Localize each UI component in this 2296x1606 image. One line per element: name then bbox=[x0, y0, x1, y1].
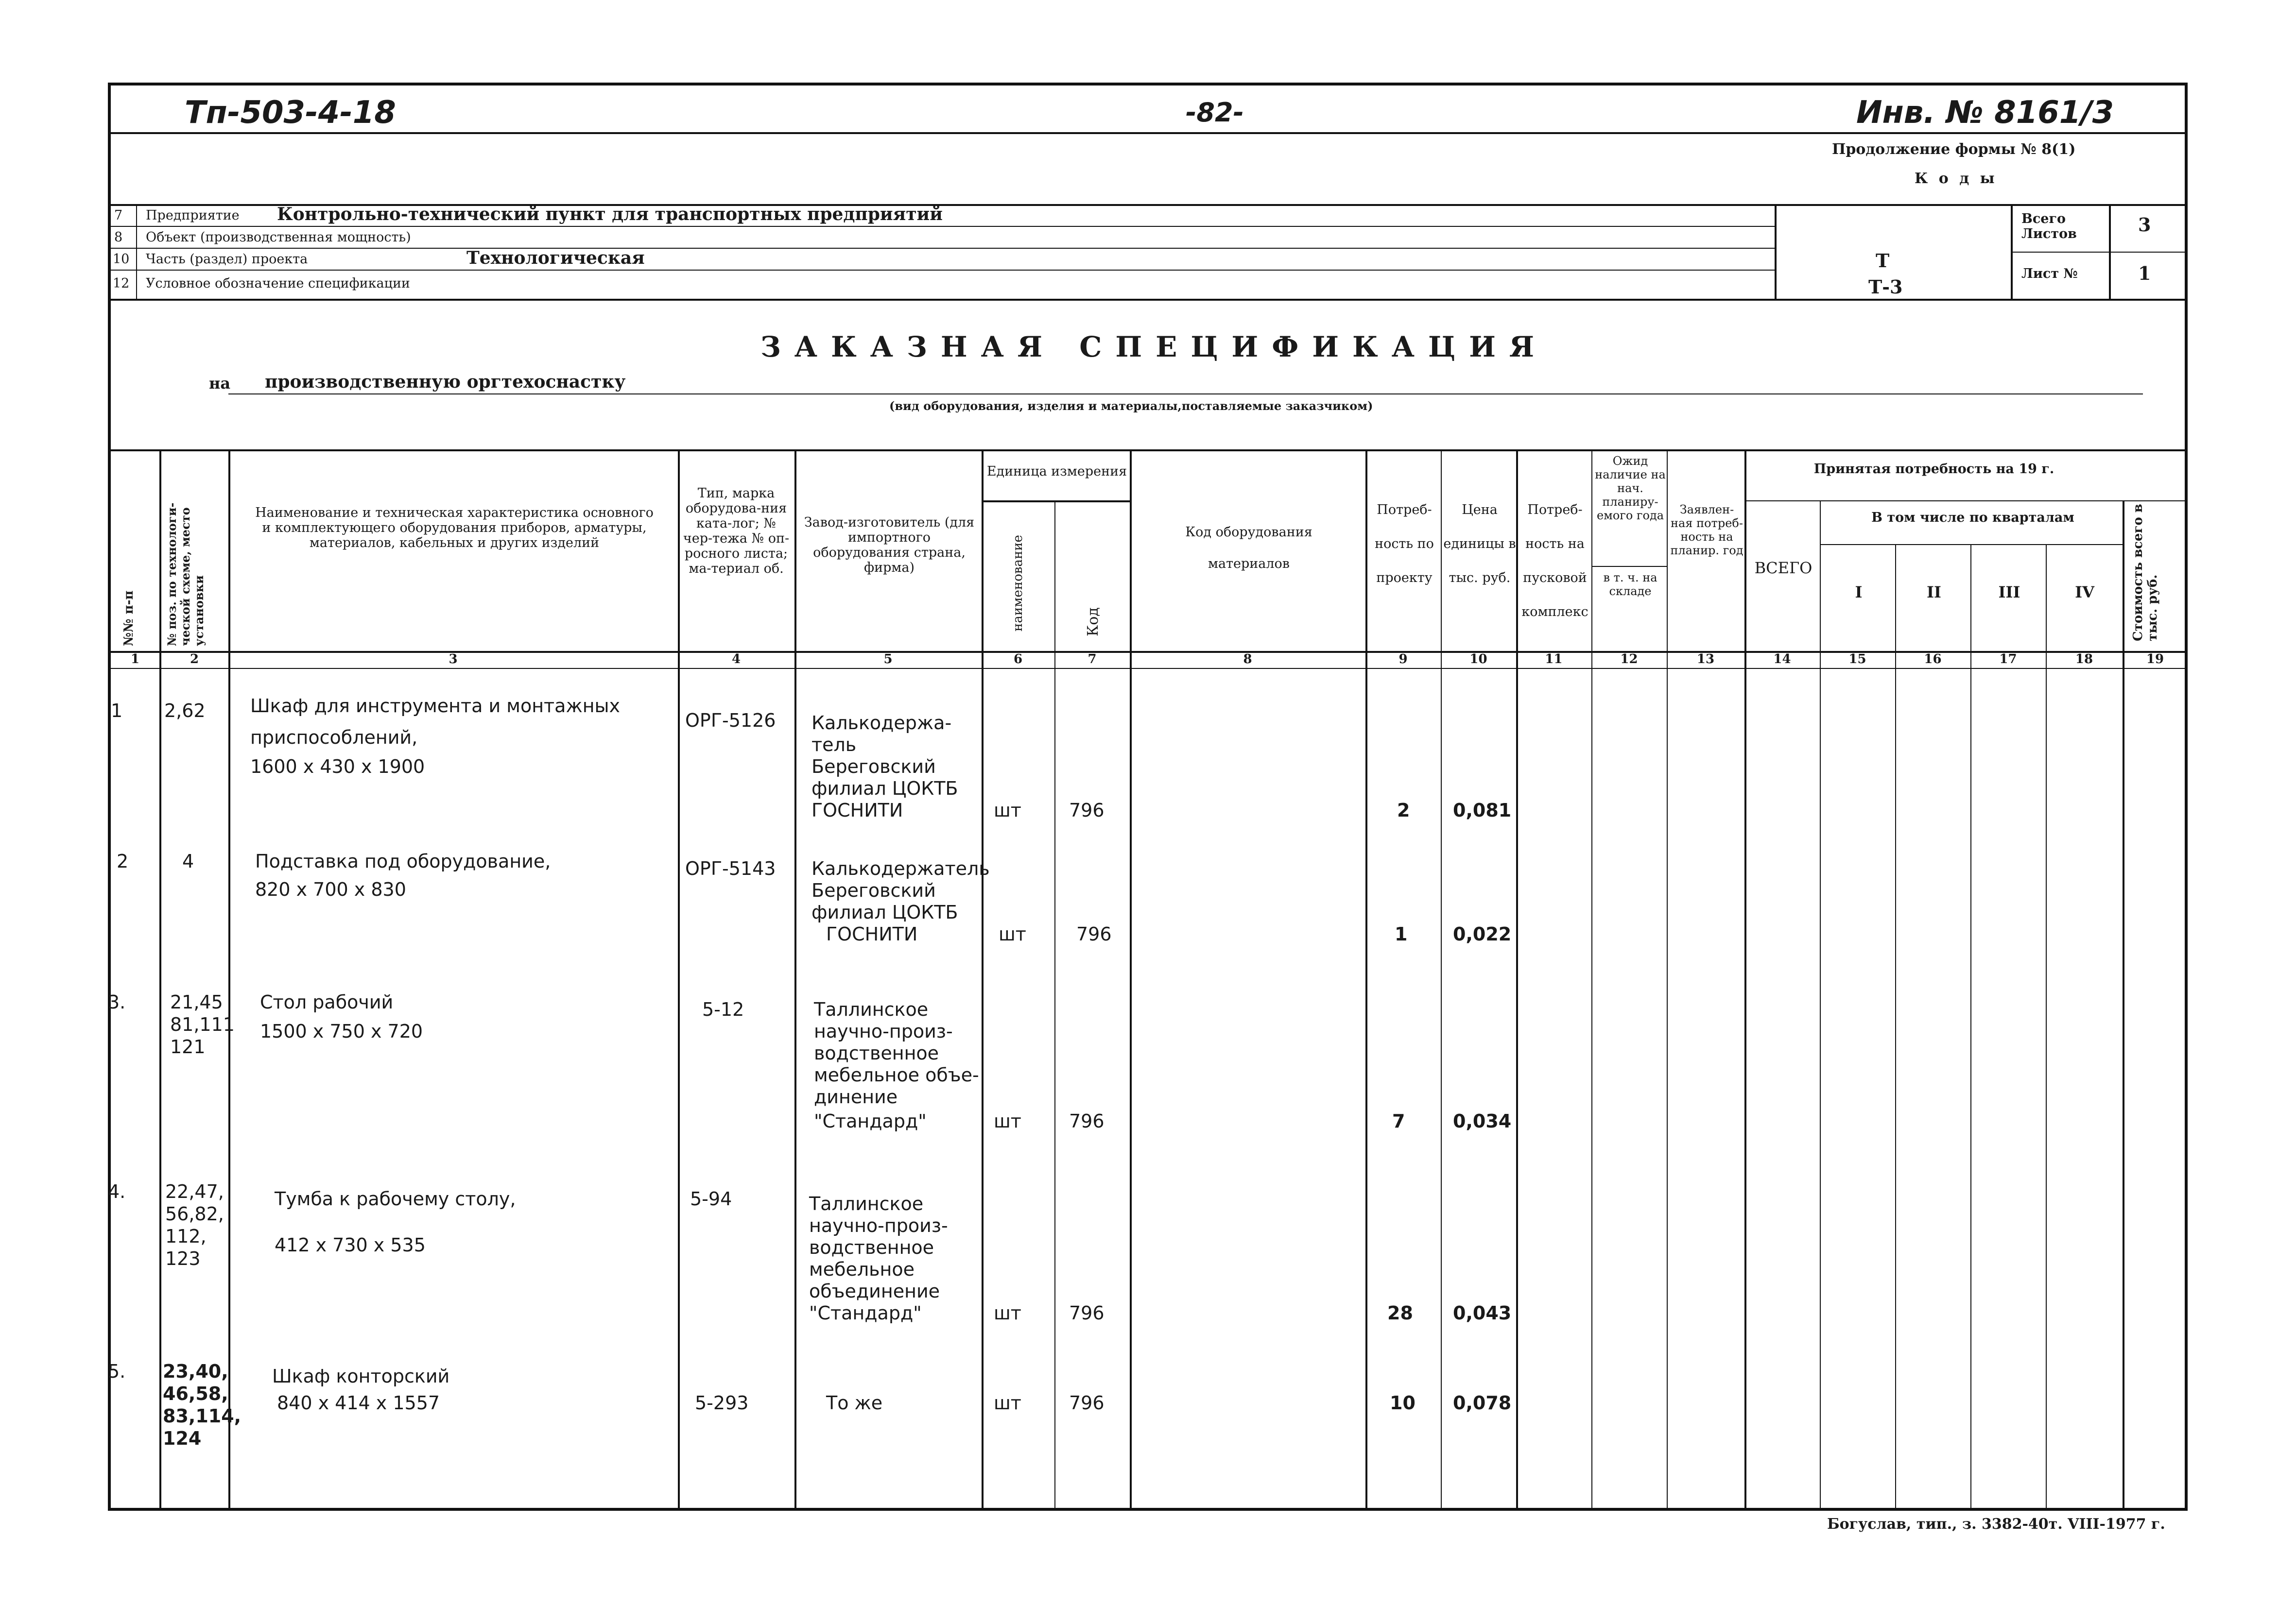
row-position: 22,47, 56,82, 112, 123 bbox=[165, 1181, 224, 1269]
codes-left-divider bbox=[1775, 204, 1777, 299]
row-unit: шт bbox=[999, 923, 1026, 945]
row-maker-line: Береговский bbox=[811, 880, 936, 901]
info-row-10-label: Часть (раздел) проекта bbox=[146, 252, 308, 267]
row-unit: шт bbox=[994, 1111, 1021, 1132]
col-divider-10 bbox=[1516, 449, 1518, 1511]
quarters-header-rule bbox=[1820, 544, 2123, 545]
col-number-11: 11 bbox=[1545, 652, 1563, 666]
row-name-line: 1600 x 430 x 1900 bbox=[250, 756, 425, 777]
inventory-number: Инв. № 8161/3 bbox=[1856, 95, 2114, 131]
col-divider-2 bbox=[228, 449, 230, 1511]
info-rule-1 bbox=[108, 226, 1775, 227]
col-number-12: 12 bbox=[1620, 652, 1638, 666]
sheet-label: Лист № bbox=[2021, 266, 2078, 281]
row-qty: 2 bbox=[1397, 800, 1410, 821]
col-8-header-a: Код оборудования bbox=[1185, 525, 1312, 540]
subject-underline bbox=[228, 393, 2143, 394]
row-maker-line: То же bbox=[826, 1392, 883, 1414]
info-rule-3 bbox=[108, 270, 1775, 271]
row-maker-line: тель bbox=[811, 734, 857, 755]
table-numbers-rule bbox=[108, 668, 2188, 669]
col-number-4: 4 bbox=[731, 652, 741, 666]
row-name-line: Стол рабочий bbox=[260, 991, 394, 1013]
row-maker-line: "Стандард" bbox=[814, 1111, 927, 1132]
row-maker-line: мебельное bbox=[809, 1259, 915, 1280]
document-title: ЗАКАЗНАЯ СПЕЦИФИКАЦИЯ bbox=[760, 330, 1548, 363]
info-row-8-label: Объект (производственная мощность) bbox=[146, 230, 411, 245]
page-number: -82- bbox=[1186, 97, 1244, 128]
row-maker-line: Калькодержа- bbox=[811, 712, 952, 734]
row-type: 5-12 bbox=[702, 999, 744, 1020]
row-type: 5-293 bbox=[695, 1392, 749, 1414]
row-code: 796 bbox=[1069, 800, 1105, 821]
row-maker-line: Береговский bbox=[811, 756, 936, 777]
row-maker-line: научно-произ- bbox=[814, 1021, 953, 1042]
header-rule bbox=[108, 132, 2188, 134]
row-qty: 10 bbox=[1390, 1392, 1416, 1414]
col-16-header: II bbox=[1927, 583, 1941, 601]
row-type: 5-94 bbox=[690, 1188, 732, 1210]
sheet-value: 1 bbox=[2138, 262, 2151, 284]
col-19-header: Стоимость всего в тыс. руб. bbox=[2131, 504, 2160, 641]
col-divider-16 bbox=[1970, 544, 1971, 1511]
col-number-14: 14 bbox=[1773, 652, 1791, 666]
row-name-line: 840 x 414 x 1557 bbox=[277, 1392, 440, 1414]
document-number: Тп-503-4-18 bbox=[185, 95, 396, 131]
col-5-header: Завод-изготовитель (для импортного оборудования страна, фирма) bbox=[804, 515, 975, 575]
row-qty: 1 bbox=[1395, 923, 1408, 945]
info-row-10-num: 10 bbox=[113, 252, 130, 267]
info-rule-2 bbox=[108, 248, 1775, 249]
col-8-header-b: материалов bbox=[1208, 556, 1290, 571]
col-number-3: 3 bbox=[449, 652, 458, 666]
col-divider-12 bbox=[1667, 449, 1668, 1511]
col-number-10: 10 bbox=[1469, 652, 1487, 666]
accepted-header-rule bbox=[1744, 500, 2188, 501]
col-number-19: 19 bbox=[2146, 652, 2164, 666]
row-unit: шт bbox=[994, 800, 1021, 821]
row-name-line: 1500 x 750 x 720 bbox=[260, 1021, 423, 1042]
col-divider-13 bbox=[1744, 449, 1746, 1511]
project-part-value: Технологическая bbox=[466, 248, 645, 268]
title-na: на bbox=[209, 374, 231, 393]
info-row-12-label: Условное обозначение спецификации bbox=[146, 276, 410, 291]
row-name-line: приспособлений, bbox=[250, 727, 418, 748]
row-qty: 28 bbox=[1387, 1302, 1413, 1324]
info-num-divider bbox=[136, 204, 137, 299]
unit-header-rule bbox=[982, 500, 1130, 502]
col-number-1: 1 bbox=[130, 652, 140, 666]
col-number-17: 17 bbox=[1999, 652, 2017, 666]
col-number-16: 16 bbox=[1924, 652, 1942, 666]
col-number-5: 5 bbox=[883, 652, 893, 666]
row-type: ОРГ-5143 bbox=[685, 858, 776, 879]
info-row-7-num: 7 bbox=[114, 208, 123, 223]
row-price: 0,078 bbox=[1453, 1392, 1512, 1414]
row-price: 0,022 bbox=[1453, 923, 1512, 945]
col-number-7: 7 bbox=[1088, 652, 1097, 666]
row-maker-line: "Стандард" bbox=[809, 1302, 922, 1324]
expected-split-rule bbox=[1591, 566, 1667, 567]
col-12-header-a: Ожид наличие на нач. планиру- емого года bbox=[1595, 454, 1666, 522]
row-maker-line: мебельное объе- bbox=[814, 1064, 979, 1086]
col-divider-8 bbox=[1365, 449, 1367, 1511]
col-number-9: 9 bbox=[1398, 652, 1408, 666]
row-name-line: 412 x 730 x 535 bbox=[275, 1234, 426, 1256]
row-number: 3. bbox=[108, 991, 126, 1013]
row-price: 0,081 bbox=[1453, 800, 1512, 821]
row-qty: 7 bbox=[1392, 1111, 1405, 1132]
row-code: 796 bbox=[1069, 1111, 1105, 1132]
col-number-13: 13 bbox=[1696, 652, 1715, 666]
row-name-line: Шкаф конторский bbox=[272, 1366, 450, 1387]
col-divider-3 bbox=[678, 449, 680, 1511]
row-code: 796 bbox=[1069, 1302, 1105, 1324]
col-2-header: № поз. по технологи-ческой схеме, место установки bbox=[165, 502, 206, 646]
col-divider-15 bbox=[1895, 544, 1896, 1511]
info-row-12-num: 12 bbox=[113, 276, 130, 291]
quarters-header: В том числе по кварталам bbox=[1871, 510, 2074, 525]
code-t: Т bbox=[1876, 250, 1890, 272]
col-divider-11 bbox=[1591, 449, 1592, 1511]
row-maker-line: Таллинское bbox=[809, 1193, 924, 1214]
row-price: 0,034 bbox=[1453, 1111, 1512, 1132]
col-4-header: Тип, марка оборудова-ния ката-лог; № чер-тежа № оп-росного листа; ма-териал об. bbox=[683, 486, 790, 576]
col-divider-7 bbox=[1130, 449, 1132, 1511]
row-name-line: 820 x 700 x 830 bbox=[255, 879, 406, 900]
printer-footer: Богуслав, тип., з. 3382-40т. VIII-1977 г. bbox=[1827, 1516, 2165, 1533]
row-maker-line: научно-произ- bbox=[809, 1215, 948, 1236]
row-maker-line: филиал ЦОКТБ bbox=[811, 902, 958, 923]
col-14-header: ВСЕГО bbox=[1754, 559, 1813, 577]
col-divider-17 bbox=[2046, 544, 2047, 1511]
row-maker-line: ГОСНИТИ bbox=[826, 923, 918, 945]
info-bottom-rule bbox=[108, 299, 2188, 301]
row-type: ОРГ-5126 bbox=[685, 710, 776, 731]
col-6-header: наименование bbox=[1011, 535, 1025, 632]
continuation-label: Продолжение формы № 8(1) bbox=[1832, 141, 2076, 158]
row-name-line: Шкаф для инструмента и монтажных bbox=[250, 695, 621, 717]
row-maker-line: водственное bbox=[809, 1237, 934, 1258]
col-12-header-b: в т. ч. на складе bbox=[1603, 571, 1657, 598]
info-row-8-num: 8 bbox=[114, 230, 123, 245]
row-maker-line: динение bbox=[814, 1086, 898, 1108]
row-maker-line: водственное bbox=[814, 1042, 939, 1064]
col-divider-1 bbox=[159, 449, 161, 1511]
accepted-header: Принятая потребность на 19 г. bbox=[1813, 461, 2054, 477]
row-number: 5. bbox=[108, 1361, 126, 1382]
col-divider-4 bbox=[794, 449, 796, 1511]
row-code: 796 bbox=[1069, 1392, 1105, 1414]
row-name-line: Тумба к рабочему столу, bbox=[275, 1188, 516, 1210]
col-number-2: 2 bbox=[190, 652, 199, 666]
row-number: 2 bbox=[117, 851, 129, 872]
codes-label: К о д ы bbox=[1915, 170, 1998, 187]
row-maker-line: Таллинское bbox=[814, 999, 929, 1020]
row-number: 1 bbox=[111, 700, 123, 721]
enterprise-value: Контрольно-технический пункт для транспортных предприятий bbox=[277, 204, 943, 224]
row-position: 21,45 81,111 121 bbox=[170, 991, 235, 1058]
col-number-8: 8 bbox=[1243, 652, 1252, 666]
col-11-header: Потреб- ность на пусковой комплекс bbox=[1521, 502, 1588, 619]
table-top-rule bbox=[108, 449, 2188, 451]
col-1-header: №№ п-п bbox=[121, 590, 136, 646]
row-name-line: Подставка под оборудование, bbox=[255, 851, 551, 872]
row-unit: шт bbox=[994, 1302, 1021, 1324]
row-code: 796 bbox=[1076, 923, 1112, 945]
subject-note: (вид оборудования, изделия и материалы,поставляемые заказчиком) bbox=[889, 399, 1373, 413]
row-unit: шт bbox=[994, 1392, 1021, 1414]
spec-subject: производственную оргтехоснастку bbox=[265, 372, 626, 392]
info-row-7-label: Предприятие bbox=[146, 208, 240, 223]
col-18-header: IV bbox=[2075, 583, 2094, 601]
row-maker-line: объединение bbox=[809, 1281, 940, 1302]
row-price: 0,043 bbox=[1453, 1302, 1512, 1324]
col-13-header: Заявлен- ная потреб- ность на планир. год bbox=[1670, 503, 1744, 557]
row-number: 4. bbox=[108, 1181, 126, 1202]
total-sheets-label: Всего Листов bbox=[2021, 211, 2077, 241]
col-9-header: Потреб- ность по проекту bbox=[1375, 502, 1434, 585]
col-number-6: 6 bbox=[1013, 652, 1023, 666]
col-15-header: I bbox=[1855, 583, 1863, 601]
col-divider-9 bbox=[1441, 449, 1442, 1511]
total-sheets-value: 3 bbox=[2138, 214, 2151, 236]
col-number-18: 18 bbox=[2075, 652, 2093, 666]
code-t3: Т-3 bbox=[1868, 276, 1903, 298]
col-number-15: 15 bbox=[1848, 652, 1866, 666]
row-maker-line: филиал ЦОКТБ bbox=[811, 778, 958, 799]
row-position: 2,62 bbox=[164, 700, 206, 721]
row-position: 23,40, 46,58, 83,114, 124 bbox=[163, 1361, 242, 1449]
row-maker-line: Калькодержатель bbox=[811, 858, 990, 879]
unit-header: Единица измерения bbox=[986, 464, 1127, 479]
row-maker-line: ГОСНИТИ bbox=[811, 800, 903, 821]
col-3-header: Наименование и техническая характеристика основного и комплектующего оборудования приборов, арматуры, материалов, кабельных и других изделий bbox=[255, 505, 654, 550]
col-10-header: Цена единицы в тыс. руб. bbox=[1443, 502, 1516, 585]
row-position: 4 bbox=[182, 851, 194, 872]
col-divider-5 bbox=[982, 449, 984, 1511]
sheets-rule bbox=[2011, 252, 2188, 253]
col-17-header: III bbox=[1998, 583, 2020, 601]
col-7-header: Код bbox=[1085, 607, 1102, 636]
